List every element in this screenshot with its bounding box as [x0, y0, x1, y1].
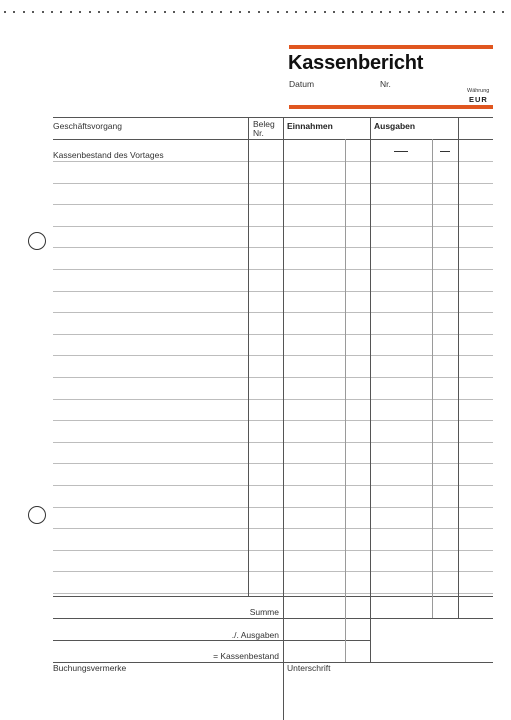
expense-dash-2	[440, 151, 450, 152]
column-header-receipt-line1: Beleg	[253, 119, 275, 129]
currency-value: EUR	[469, 95, 488, 104]
signature-label: Unterschrift	[287, 663, 331, 673]
expense-dash-1	[394, 151, 408, 152]
table-top-rule	[53, 117, 493, 118]
column-header-income: Einnahmen	[287, 121, 333, 131]
expenses-column-left-rule	[370, 117, 371, 662]
table-row-rule	[53, 247, 493, 248]
bookkeeping-notes-label: Buchungsvermerke	[53, 663, 127, 673]
table-row-rule	[53, 226, 493, 227]
number-label: Nr.	[380, 79, 391, 89]
table-row-rule	[53, 399, 493, 400]
table-row-rule	[53, 550, 493, 551]
table-row-rule	[53, 291, 493, 292]
table-row-rule	[53, 204, 493, 205]
table-row-rule	[53, 269, 493, 270]
income-cents-rule	[345, 139, 346, 662]
expenses-cents-rule	[432, 139, 433, 618]
previous-day-balance-label: Kassenbestand des Vortages	[53, 150, 164, 160]
sum-label: Summe	[249, 607, 279, 617]
currency-label: Währung	[467, 88, 490, 94]
table-row-rule	[53, 442, 493, 443]
column-header-receipt-line2: Nr.	[253, 128, 264, 138]
table-row-rule	[53, 528, 493, 529]
table-row-rule	[53, 463, 493, 464]
table-row-rule	[53, 183, 493, 184]
table-row-rule	[53, 161, 493, 162]
table-row-rule	[53, 593, 493, 594]
expenses-bottom-rule	[53, 640, 370, 641]
table-row-rule	[53, 377, 493, 378]
cash-balance-label: = Kassenbestand	[213, 651, 279, 661]
form-title: Kassenbericht	[288, 52, 424, 74]
table-row-rule	[53, 334, 493, 335]
receipt-column-left-rule	[248, 117, 249, 596]
table-row-rule	[53, 507, 493, 508]
table-row-rule	[53, 485, 493, 486]
sum-bottom-rule	[53, 618, 493, 619]
column-header-expenses: Ausgaben	[374, 121, 416, 131]
minus-expenses-label: ./. Ausgaben	[231, 630, 279, 640]
extra-column-left-rule	[458, 117, 459, 618]
sum-top-rule	[53, 596, 493, 597]
column-header-receipt	[253, 120, 275, 138]
column-header-transaction: Geschäftsvorgang	[53, 121, 122, 131]
table-header-rule	[53, 139, 493, 140]
table-row-rule	[53, 420, 493, 421]
date-label: Datum	[289, 79, 315, 89]
table-row-rule	[53, 312, 493, 313]
income-column-left-rule	[283, 117, 284, 720]
table-row-rule	[53, 571, 493, 572]
table-row-rule	[53, 355, 493, 356]
